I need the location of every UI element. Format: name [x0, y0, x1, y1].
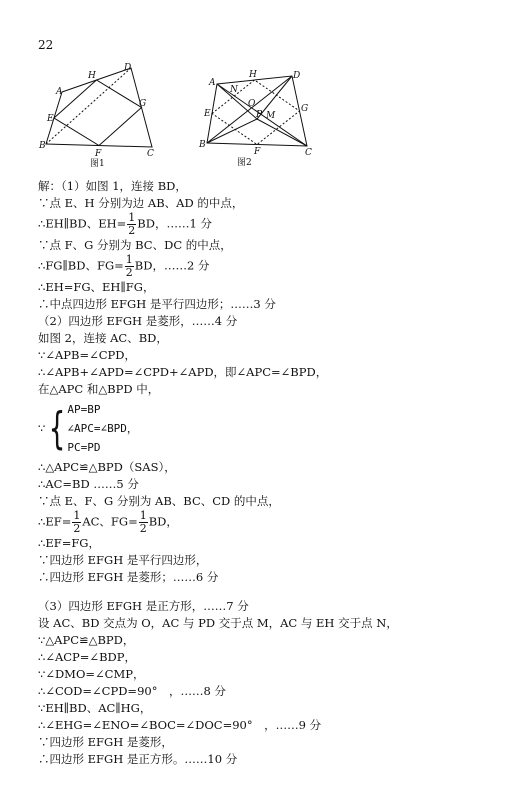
figure-1	[36, 60, 166, 172]
text-segment: BD，……1 分	[137, 216, 212, 231]
point-o-label: O	[248, 99, 256, 109]
fraction	[139, 510, 148, 535]
solution-line: ∴∠EHG=∠ENO=∠BOC=∠DOC=90° ，……9 分	[38, 718, 322, 732]
left-brace-icon: {	[48, 402, 66, 454]
condition-line: ∠APC=∠BPD，	[67, 422, 138, 435]
solution-line: ∵点 E、F、G 分别为 AB、BC、CD 的中点，	[38, 494, 280, 508]
figure-2	[197, 63, 322, 173]
figure-1-caption: 图1	[90, 159, 105, 169]
because-symbol: ∵	[38, 421, 46, 435]
problem-number: 22	[38, 38, 54, 52]
point-d-label: D	[293, 71, 301, 81]
point-e-label: E	[204, 109, 211, 119]
solution-line: ∴中点四边形 EFGH 是平行四边形；……3 分	[38, 297, 276, 311]
text-segment: ∴FG∥BD、FG=	[38, 258, 124, 273]
fraction-denominator: 2	[73, 522, 81, 535]
solution-line: ∴四边形 EFGH 是菱形；……6 分	[38, 570, 219, 584]
solution-line: ∴∠ACP=∠BDP，	[38, 650, 136, 664]
fraction-numerator: 1	[73, 509, 81, 522]
segment-bp	[207, 119, 257, 143]
solution-line: （3）四边形 EFGH 是正方形，……7 分	[38, 599, 249, 613]
figure-2-caption: 图2	[237, 158, 252, 168]
fraction-denominator: 2	[125, 266, 133, 279]
solution-line: ∴∠APB+∠APD=∠CPD+∠APD，即∠APC=∠BPD，	[38, 365, 328, 379]
fraction	[72, 510, 81, 535]
solution-text	[38, 178, 508, 768]
text-segment: BD，……2 分	[134, 258, 210, 273]
solution-line: 如图 2，连接 AC、BD，	[38, 331, 168, 345]
point-f-label: F	[95, 149, 102, 159]
fraction	[125, 254, 134, 279]
point-c-label: C	[147, 149, 154, 159]
solution-line: ∵△APC≌△BPD，	[38, 633, 135, 647]
fraction	[127, 212, 136, 237]
point-f-label: F	[254, 147, 261, 157]
point-e-label: E	[47, 114, 54, 124]
point-b-label: B	[39, 141, 46, 151]
solution-line: （2）四边形 EFGH 是菱形，……4 分	[38, 314, 238, 328]
fraction-numerator: 1	[125, 253, 133, 266]
solution-line: ∵四边形 EFGH 是平行四边形，	[38, 553, 208, 567]
segment-cp	[257, 119, 307, 146]
point-p-label: P	[256, 110, 263, 120]
solution-line: 解：（1）如图 1，连接 BD，	[38, 179, 187, 193]
solution-line: ∴四边形 EFGH 是正方形。……10 分	[38, 752, 238, 766]
solution-line: ∵∠DMO=∠CMP，	[38, 667, 145, 681]
solution-line-with-fraction	[38, 254, 508, 279]
condition-line: PC=PD	[67, 441, 101, 454]
point-c-label: C	[305, 148, 312, 158]
solution-line: ∵点 F、G 分别为 BC、DC 的中点，	[38, 238, 232, 252]
fraction-denominator: 2	[139, 522, 147, 535]
point-d-label: D	[124, 63, 132, 73]
solution-line: 设 AC、BD 交点为 O，AC 与 PD 交于点 M，AC 与 EH 交于点 N，	[38, 616, 398, 630]
solution-line: ∴∠COD=∠CPD=90° ，……8 分	[38, 684, 226, 698]
spacer	[38, 586, 508, 598]
solution-line: ∵EH∥BD、AC∥HG，	[38, 701, 152, 715]
solution-line-with-fraction	[38, 510, 508, 535]
solution-line: 在△APC 和△BPD 中，	[38, 382, 160, 396]
fraction-numerator: 1	[139, 509, 147, 522]
equation-system	[38, 400, 508, 457]
point-n-label: N	[230, 85, 238, 95]
solution-line: ∴EH=FG、EH∥FG，	[38, 280, 155, 294]
point-g-label: G	[301, 104, 309, 114]
solution-line: ∴△APC≌△BPD（SAS），	[38, 460, 176, 474]
solution-line: ∴EF=FG，	[38, 536, 100, 550]
text-segment: AC、FG=	[82, 514, 138, 529]
point-g-label: G	[139, 99, 147, 109]
text-segment: BD，	[148, 514, 178, 529]
point-h-label: H	[88, 71, 96, 81]
point-a-label: A	[56, 87, 63, 97]
solution-line: ∵∠APB=∠CPD，	[38, 348, 136, 362]
solution-line: ∴AC=BD ……5 分	[38, 477, 139, 491]
point-m-label: M	[266, 111, 276, 121]
fraction-denominator: 2	[128, 224, 136, 237]
point-a-label: A	[209, 78, 216, 88]
solution-line-with-fraction	[38, 212, 508, 237]
condition-line: AP=BP	[67, 403, 101, 416]
text-segment: ∴EF=	[38, 514, 72, 529]
solution-line: ∵四边形 EFGH 是菱形，	[38, 735, 173, 749]
equation-system-body	[67, 400, 138, 457]
point-b-label: B	[199, 140, 206, 150]
point-h-label: H	[249, 70, 257, 80]
quad-abcd	[46, 68, 152, 147]
solution-line: ∵点 E、H 分别为边 AB、AD 的中点，	[38, 196, 244, 210]
text-segment: ∴EH∥BD、EH=	[38, 216, 127, 231]
fraction-numerator: 1	[128, 211, 136, 224]
